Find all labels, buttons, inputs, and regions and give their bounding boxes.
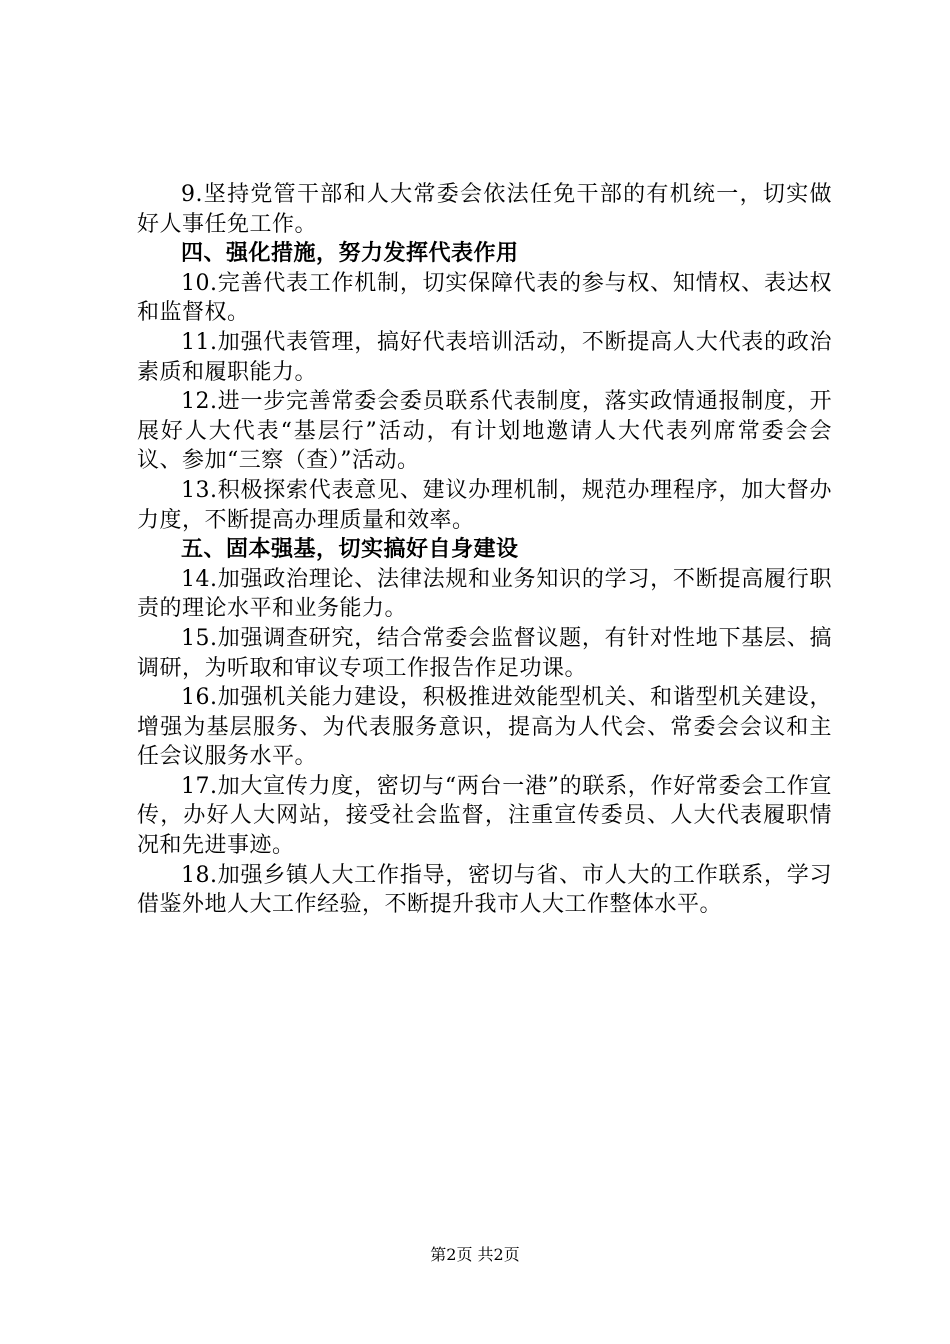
paragraph-item-13: 13.积极探索代表意见、建议办理机制，规范办理程序，加大督办力度，不断提高办理质量和效率。	[137, 477, 832, 533]
paragraph-item-11: 11.加强代表管理，搞好代表培训活动，不断提高人大代表的政治素质和履职能力。	[137, 329, 832, 385]
paragraph-item-16: 16.加强机关能力建设，积极推进效能型机关、和谐型机关建设，增强为基层服务、为代表服务意识，提高为人代会、常委会会议和主任会议服务水平。	[137, 685, 832, 770]
paragraph-item-12: 12.进一步完善常委会委员联系代表制度，落实政情通报制度，开展好人大代表“基层行”活动，有计划地邀请人大代表列席常委会会议、参加“三察（查）”活动。	[137, 389, 832, 474]
paragraph-item-9: 9.坚持党管干部和人大常委会依法任免干部的有机统一，切实做好人事任免工作。	[137, 182, 832, 237]
paragraph-item-10: 10.完善代表工作机制，切实保障代表的参与权、知情权、表达权和监督权。	[137, 270, 832, 326]
paragraph-item-14: 14.加强政治理论、法律法规和业务知识的学习，不断提高履行职责的理论水平和业务能力。	[137, 566, 832, 622]
page-footer: 第2页 共2页	[430, 1245, 520, 1264]
document-body	[137, 180, 832, 920]
paragraph-item-15: 15.加强调查研究，结合常委会监督议题，有针对性地下基层、搞调研，为听取和审议专项工作报告作足功课。	[137, 625, 832, 681]
paragraph-item-17: 17.加大宣传力度，密切与“两台一港”的联系，作好常委会工作宣传，办好人大网站，接受社会监督，注重宣传委员、人大代表履职情况和先进事迹。	[137, 773, 832, 859]
section-heading-5: 五、固本强基，切实搞好自身建设	[181, 537, 519, 563]
paragraph-item-18: 18.加强乡镇人大工作指导，密切与省、市人大的工作联系，学习借鉴外地人大工作经验，不断提升我市人大工作整体水平。	[137, 862, 832, 918]
section-heading-4: 四、强化措施，努力发挥代表作用	[181, 241, 519, 267]
